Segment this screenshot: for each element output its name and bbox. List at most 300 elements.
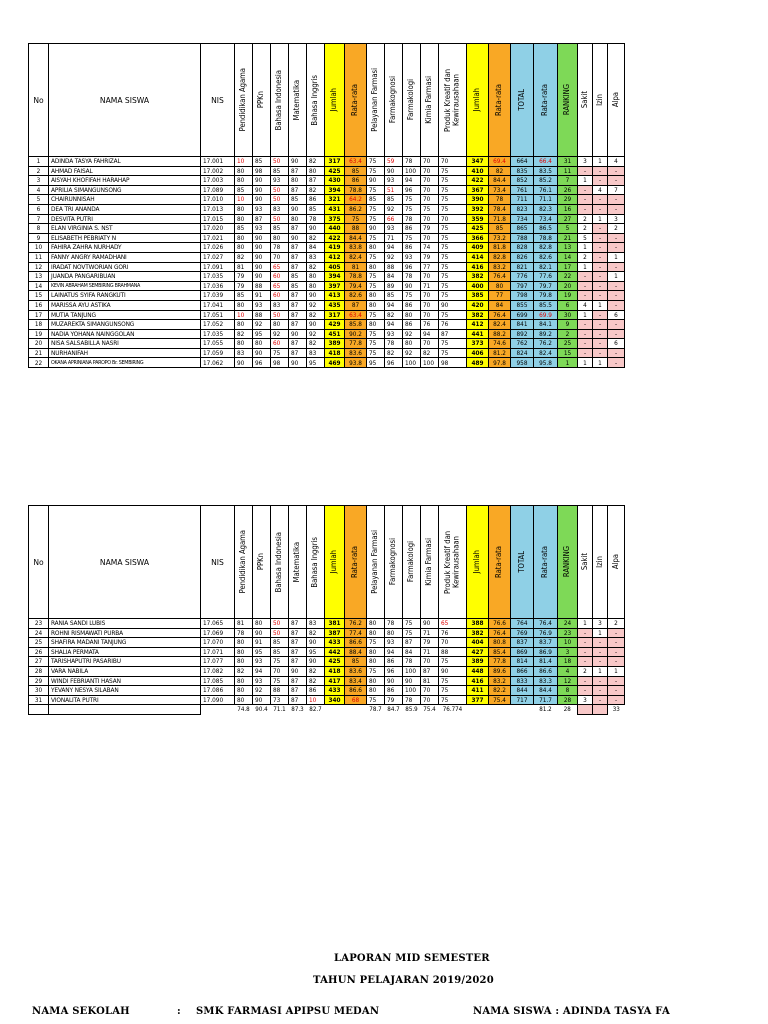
grade-cell: 77.4	[345, 628, 367, 638]
student-name: ADINDA TASYA FAHRIZAL	[49, 157, 201, 167]
grade-cell: 699	[511, 310, 534, 320]
grade-cell: 25	[558, 339, 578, 349]
grade-cell: 416	[467, 262, 489, 272]
grade-cell: 90	[253, 243, 271, 253]
grade-cell: 90	[289, 358, 307, 368]
grade-cell: 86	[345, 176, 367, 186]
col-subject: Bahasa Inggris	[307, 506, 325, 619]
grade-cell: 75	[403, 233, 421, 243]
student-nis: 17.020	[201, 224, 235, 234]
grade-cell: 90	[289, 329, 307, 339]
grade-cell: 1	[578, 619, 593, 629]
grade-cell: 6	[558, 300, 578, 310]
grade-cell: 66.4	[534, 157, 558, 167]
grade-cell: 73.2	[489, 233, 511, 243]
grade-cell: 50	[271, 628, 289, 638]
grade-cell: 82.3	[534, 204, 558, 214]
student-name: IRADAT NOVTWORIAN GORI	[49, 262, 201, 272]
grade-cell: 96	[403, 185, 421, 195]
grade-cell: 94	[253, 666, 271, 676]
table-row	[29, 619, 625, 629]
grade-cell: 100	[403, 686, 421, 696]
col-jumlah2: Jumlah	[467, 44, 489, 157]
grade-cell: 94	[403, 176, 421, 186]
col-subject: Pelayanan Farmasi	[367, 44, 385, 157]
grade-cell: 776	[511, 272, 534, 282]
row-no: 8	[29, 224, 49, 234]
grade-cell: -	[608, 348, 625, 358]
student-name: VARA NABILA	[49, 666, 201, 676]
grade-cell: 84	[403, 647, 421, 657]
grade-cell: 75	[271, 348, 289, 358]
grade-cell: 87	[289, 320, 307, 330]
grade-cell: 394	[325, 272, 345, 282]
grade-cell: 71	[385, 233, 403, 243]
grade-cell: 81.2	[489, 348, 511, 358]
grade-cell: 85	[345, 657, 367, 667]
grade-cell: 63.4	[345, 157, 367, 167]
grade-cell: 68	[345, 695, 367, 705]
grade-cell: 76	[439, 320, 467, 330]
student-nis: 17.051	[201, 310, 235, 320]
col-total: TOTAL	[511, 44, 534, 157]
grade-cell: 82.4	[345, 252, 367, 262]
grade-cell: 75	[439, 695, 467, 705]
grade-cell: 76.4	[534, 619, 558, 629]
grade-cell: 70	[271, 666, 289, 676]
grade-cell: 13	[558, 243, 578, 253]
col-subject: PPKn	[253, 506, 271, 619]
grade-cell: 382	[467, 272, 489, 282]
grade-cell: 75	[403, 204, 421, 214]
student-name: KEVIN ABRAHAM SEMBIRING BRAHMANA	[49, 281, 201, 291]
grade-cell: 821	[511, 262, 534, 272]
grade-cell: 400	[467, 281, 489, 291]
grade-cell: -	[608, 176, 625, 186]
grade-cell: 317	[325, 310, 345, 320]
grade-cell: 317	[325, 157, 345, 167]
student-nis: 17.001	[201, 157, 235, 167]
table-row	[29, 320, 625, 330]
grade-cell: 75	[439, 233, 467, 243]
grade-cell: 28	[558, 695, 578, 705]
grade-table-1	[28, 43, 625, 368]
grade-cell: 6	[608, 310, 625, 320]
grade-cell: 80.8	[489, 638, 511, 648]
grade-cell: 85	[271, 638, 289, 648]
grade-cell: 382	[467, 628, 489, 638]
student-name: OKANA APRINIANA PAROPO Br. SEMBIRING	[49, 358, 201, 368]
grade-cell: 90	[307, 657, 325, 667]
grade-cell: 394	[325, 185, 345, 195]
row-no: 24	[29, 628, 49, 638]
grade-cell: 80	[235, 204, 253, 214]
grade-cell: 71	[421, 281, 439, 291]
grade-cell: 411	[467, 686, 489, 696]
grade-cell: 80	[367, 647, 385, 657]
grade-cell: 31	[558, 157, 578, 167]
table-row	[29, 166, 625, 176]
student-name: SHALIA PERMATA	[49, 647, 201, 657]
student-nis: 17.021	[201, 233, 235, 243]
table-row	[29, 195, 625, 205]
row-no: 21	[29, 348, 49, 358]
col-subject: Bahasa Indonesia	[271, 44, 289, 157]
grade-cell: 70	[421, 657, 439, 667]
student-nis: 17.026	[201, 243, 235, 253]
grade-cell: 81	[235, 262, 253, 272]
grade-cell: 70	[439, 638, 467, 648]
grade-cell: 78	[235, 628, 253, 638]
grade-cell: 94	[385, 300, 403, 310]
row-no: 1	[29, 157, 49, 167]
grade-cell: 88	[439, 647, 467, 657]
grade-cell: -	[593, 686, 608, 696]
grade-cell: 85.2	[534, 176, 558, 186]
grade-cell: 75	[439, 291, 467, 301]
grade-cell: 367	[467, 185, 489, 195]
grade-cell: -	[578, 204, 593, 214]
grade-cell: 90	[403, 281, 421, 291]
table-body-2	[29, 619, 625, 705]
grade-cell: -	[608, 320, 625, 330]
table-row	[29, 281, 625, 291]
grade-cell: 88	[253, 281, 271, 291]
grade-cell: 78.8	[345, 272, 367, 282]
grade-cell: 60	[271, 339, 289, 349]
student-name: MUZAREKTA SIMANGUNSONG	[49, 320, 201, 330]
grade-cell: 75	[367, 310, 385, 320]
grade-cell: 98	[253, 166, 271, 176]
grade-cell: 80	[289, 214, 307, 224]
student-name: WINDI FEBRIANTI HASAN	[49, 676, 201, 686]
col-rata: Rata-rata	[345, 506, 367, 619]
grade-cell: 80	[235, 243, 253, 253]
grade-cell: 70	[421, 686, 439, 696]
grade-cell: 71.1	[534, 195, 558, 205]
grade-cell: 413	[325, 291, 345, 301]
grade-cell: 409	[467, 243, 489, 253]
grade-cell: 87	[289, 657, 307, 667]
grade-cell: 414	[467, 252, 489, 262]
grade-cell: 66	[385, 214, 403, 224]
grade-cell: -	[608, 281, 625, 291]
row-no: 22	[29, 358, 49, 368]
grade-cell: 96	[253, 358, 271, 368]
grade-cell: 92	[271, 329, 289, 339]
grade-cell: 734	[511, 214, 534, 224]
grade-cell: 82	[307, 628, 325, 638]
grade-cell: -	[593, 310, 608, 320]
grade-cell: 69.9	[534, 310, 558, 320]
grade-cell: 86	[403, 224, 421, 234]
grade-cell: 347	[467, 157, 489, 167]
grade-cell: 769	[511, 628, 534, 638]
grade-cell: 70	[421, 291, 439, 301]
grade-cell: 75	[439, 185, 467, 195]
grade-cell: 63.4	[345, 310, 367, 320]
row-no: 30	[29, 686, 49, 696]
grade-cell: 430	[325, 176, 345, 186]
grade-cell: 2	[558, 329, 578, 339]
grade-cell: 489	[467, 358, 489, 368]
grade-cell: 83.5	[534, 166, 558, 176]
grade-cell: 85	[307, 204, 325, 214]
grade-cell: 90	[253, 628, 271, 638]
grade-cell: 95	[307, 358, 325, 368]
grade-cell: -	[593, 176, 608, 186]
grade-cell: 75	[367, 204, 385, 214]
grade-cell: 87	[289, 628, 307, 638]
grade-cell: 382	[467, 310, 489, 320]
grade-cell: 76.6	[489, 619, 511, 629]
grade-cell: 385	[467, 291, 489, 301]
col-izin: Izin	[593, 44, 608, 157]
grade-cell: 75	[403, 628, 421, 638]
grade-cell: -	[593, 320, 608, 330]
grade-cell: 90	[307, 320, 325, 330]
grade-cell: 375	[325, 214, 345, 224]
grade-cell: 92	[307, 329, 325, 339]
grade-cell: 377	[467, 695, 489, 705]
grade-cell: 92	[403, 348, 421, 358]
grade-cell: 75	[367, 157, 385, 167]
avg-value: 74.8	[237, 705, 250, 713]
grade-cell: 20	[558, 281, 578, 291]
student-name: ELAN VIRGINIA S. NST	[49, 224, 201, 234]
grade-cell: 87	[289, 262, 307, 272]
student-name: VIONALITA PUTRI	[49, 695, 201, 705]
grade-cell: 83.6	[345, 666, 367, 676]
student-name: MARISSA AYU ASTIKA	[49, 300, 201, 310]
grade-cell: 79	[421, 224, 439, 234]
grade-cell: 80	[307, 272, 325, 282]
grade-cell: 425	[325, 166, 345, 176]
row-no: 6	[29, 204, 49, 214]
student-nis: 17.077	[201, 657, 235, 667]
grade-cell: 90	[235, 358, 253, 368]
grade-cell: 90	[367, 224, 385, 234]
student-name: MUTIA TANJUNG	[49, 310, 201, 320]
grade-cell: 65	[271, 262, 289, 272]
col-subject: Kimia Farmasi	[421, 44, 439, 157]
grade-cell: 85	[235, 224, 253, 234]
grade-cell: 70	[421, 157, 439, 167]
student-name: LAINATUS SYIFA RANGKUTI	[49, 291, 201, 301]
grade-cell: 373	[467, 339, 489, 349]
grade-cell: 71	[421, 628, 439, 638]
grade-cell: 80	[367, 320, 385, 330]
grade-cell: 69.4	[489, 157, 511, 167]
student-nis: 17.065	[201, 619, 235, 629]
row-no: 15	[29, 291, 49, 301]
grade-cell: 70	[421, 272, 439, 282]
grade-cell: 892	[511, 329, 534, 339]
grade-cell: 85.4	[489, 647, 511, 657]
grade-cell: 75	[439, 676, 467, 686]
grade-cell: 29	[558, 195, 578, 205]
grade-cell: 90	[253, 233, 271, 243]
grade-cell: 78	[403, 214, 421, 224]
student-nis: 17.062	[201, 358, 235, 368]
grade-cell: 87	[289, 185, 307, 195]
grade-cell: 88	[271, 686, 289, 696]
grade-cell: 65	[439, 619, 467, 629]
student-name: FAHIRA ZAHRA NURHADY	[49, 243, 201, 253]
grade-cell: 10	[235, 157, 253, 167]
table-row	[29, 657, 625, 667]
grade-cell: 80	[403, 310, 421, 320]
row-no: 27	[29, 657, 49, 667]
grade-cell: -	[578, 676, 593, 686]
col-rata3: Rata-rata	[534, 44, 558, 157]
grade-cell: 75	[439, 176, 467, 186]
grade-cell: 82	[385, 348, 403, 358]
grade-cell: -	[593, 243, 608, 253]
grade-cell: 4	[608, 157, 625, 167]
grade-cell: 1	[608, 666, 625, 676]
table-row	[29, 243, 625, 253]
grade-cell: 75	[367, 638, 385, 648]
grade-cell: 448	[467, 666, 489, 676]
grade-cell: 1	[578, 262, 593, 272]
table-row	[29, 204, 625, 214]
grade-cell: 798	[511, 291, 534, 301]
grade-cell: 86.5	[534, 224, 558, 234]
grade-cell: 80	[271, 320, 289, 330]
grade-cell: 79	[421, 638, 439, 648]
col-jumlah2: Jumlah	[467, 506, 489, 619]
grade-cell: -	[608, 657, 625, 667]
grade-cell: 82.4	[534, 348, 558, 358]
grade-cell: 7	[608, 185, 625, 195]
grade-cell: 440	[325, 224, 345, 234]
student-nis: 17.010	[201, 195, 235, 205]
grade-cell: 429	[325, 320, 345, 330]
grade-cell: 958	[511, 358, 534, 368]
grade-cell: 93	[403, 252, 421, 262]
grade-cell: 70	[421, 310, 439, 320]
grade-cell: 711	[511, 195, 534, 205]
row-no: 19	[29, 329, 49, 339]
grade-cell: 82.8	[489, 252, 511, 262]
col-total: TOTAL	[511, 506, 534, 619]
grade-cell: 88	[385, 262, 403, 272]
student-name: JUANDA PANGARIBUAN	[49, 272, 201, 282]
grade-cell: 85	[271, 166, 289, 176]
grade-cell: 90.2	[345, 329, 367, 339]
grade-cell: 83.6	[345, 348, 367, 358]
grade-cell: 826	[511, 252, 534, 262]
school-colon: :	[177, 1006, 181, 1017]
grade-cell: 75	[421, 204, 439, 214]
student-name: DESVITA PUTRI	[49, 214, 201, 224]
grade-cell: 78.8	[345, 185, 367, 195]
grade-cell: 417	[325, 676, 345, 686]
grade-cell: 83.3	[534, 676, 558, 686]
grade-cell: 75.4	[489, 695, 511, 705]
grade-cell: -	[578, 185, 593, 195]
grade-cell: 1	[593, 214, 608, 224]
row-no: 13	[29, 272, 49, 282]
grade-cell: 2	[578, 214, 593, 224]
grade-cell: 85	[235, 291, 253, 301]
grade-cell: 87	[289, 291, 307, 301]
avg-value: 78.7	[369, 705, 382, 713]
row-no: 16	[29, 300, 49, 310]
grade-cell: 50	[271, 310, 289, 320]
grade-cell: -	[578, 686, 593, 696]
report-year: TAHUN PELAJARAN 2019/2020	[313, 975, 494, 986]
grade-cell: 89.2	[534, 329, 558, 339]
table-row	[29, 176, 625, 186]
grade-cell: 788	[511, 233, 534, 243]
grade-cell: 90	[307, 224, 325, 234]
grade-cell: 2	[608, 619, 625, 629]
grade-cell: 77	[421, 262, 439, 272]
grade-cell: -	[593, 166, 608, 176]
grade-cell: 76.9	[534, 628, 558, 638]
avg-value: 75.4	[423, 705, 436, 713]
grade-cell: 94	[385, 647, 403, 657]
table-body-1	[29, 157, 625, 368]
grade-cell: 75	[439, 262, 467, 272]
student-nis: 17.036	[201, 281, 235, 291]
row-no: 3	[29, 176, 49, 186]
grade-cell: 90	[439, 666, 467, 676]
student-name: AHMAD FAISAL	[49, 166, 201, 176]
avg-rank: 28	[563, 705, 571, 713]
table-row	[29, 185, 625, 195]
grade-cell: 86	[385, 657, 403, 667]
grade-cell: 81.8	[489, 243, 511, 253]
grade-cell: -	[608, 233, 625, 243]
grade-cell: 90	[289, 233, 307, 243]
grade-cell: 86	[307, 686, 325, 696]
grade-cell: 16	[558, 204, 578, 214]
grade-cell: -	[578, 348, 593, 358]
grade-cell: 85	[271, 224, 289, 234]
grade-cell: 70	[421, 214, 439, 224]
grade-cell: 451	[325, 329, 345, 339]
grade-cell: 93	[253, 676, 271, 686]
grade-cell: 824	[511, 348, 534, 358]
school-value: SMK FARMASI APIPSU MEDAN	[196, 1006, 380, 1017]
grade-cell: 1	[593, 300, 608, 310]
grade-cell: 86.6	[345, 686, 367, 696]
grade-cell: 65	[271, 281, 289, 291]
grade-cell: 90	[253, 348, 271, 358]
grade-cell: 85.5	[534, 300, 558, 310]
table-row	[29, 358, 625, 368]
grade-cell: 85	[271, 647, 289, 657]
grade-cell: 92	[253, 686, 271, 696]
grade-cell: 80	[489, 281, 511, 291]
student-nis: 17.090	[201, 695, 235, 705]
grade-cell: -	[593, 281, 608, 291]
grade-cell: 14	[558, 252, 578, 262]
col-subject: Pelayanan Farmasi	[367, 506, 385, 619]
grade-cell: 70	[421, 300, 439, 310]
grade-cell: 852	[511, 176, 534, 186]
grade-cell: 98	[439, 358, 467, 368]
grade-cell: 76.4	[489, 310, 511, 320]
grade-cell: -	[593, 195, 608, 205]
grade-cell: 75	[367, 666, 385, 676]
grade-cell: 75	[439, 224, 467, 234]
avg-value: 87.3	[291, 705, 304, 713]
grade-cell: 87	[289, 243, 307, 253]
